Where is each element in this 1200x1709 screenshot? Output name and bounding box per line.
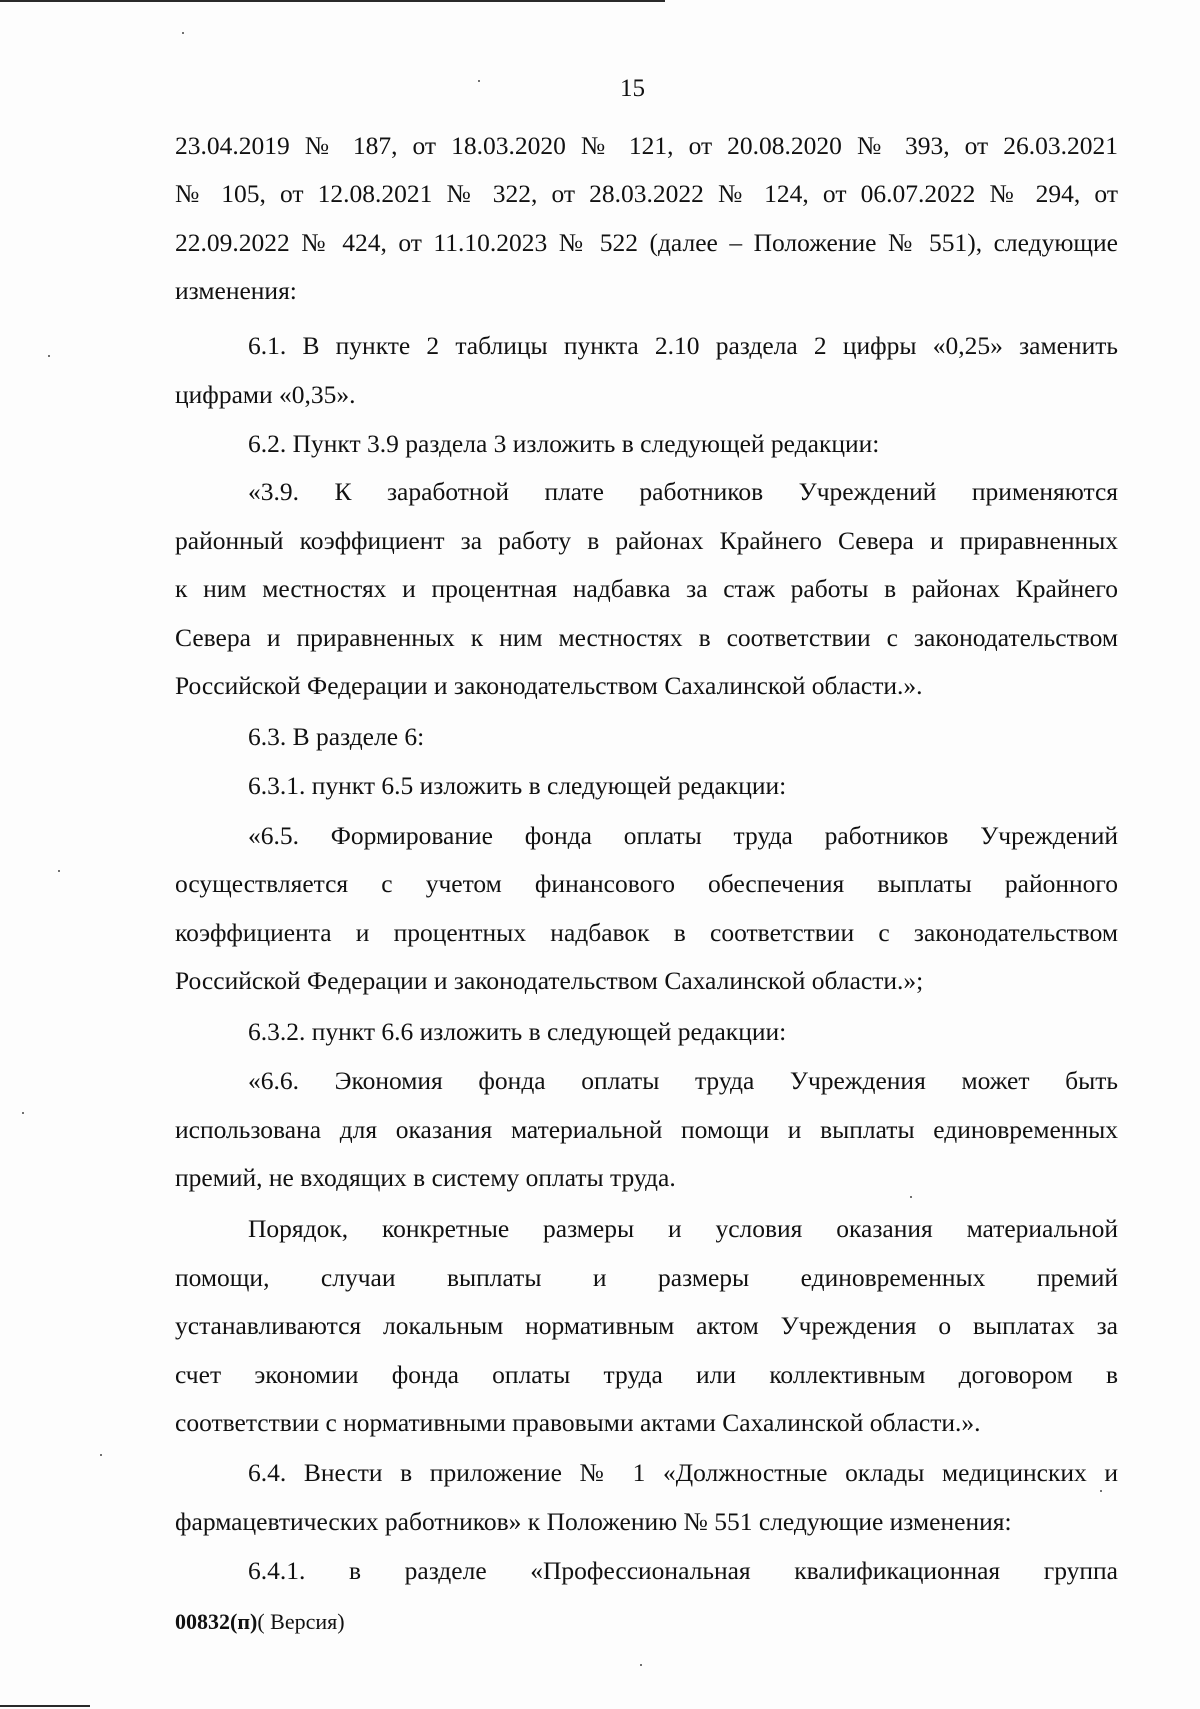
body-line-28: 6.4. Внести в приложение № 1 «Должностные оклады медицинских и <box>248 1458 1118 1487</box>
body-line-27: соответствии с нормативными правовыми актами Сахалинской области.». <box>175 1408 981 1437</box>
body-line-3: 22.09.2022 № 424, от 11.10.2023 № 522 (далее – Положение № 551), следующие <box>175 228 1118 257</box>
document-footer <box>175 1608 345 1636</box>
body-line-9: районный коэффициент за работу в районах Крайнего Севера и приравненных <box>175 526 1118 555</box>
body-line-11: Севера и приравненных к ним местностях в соответствии с законодательством <box>175 623 1118 652</box>
body-line-4: изменения: <box>175 276 297 305</box>
scan-speck <box>478 80 480 82</box>
body-line-21: использована для оказания материальной помощи и выплаты единовременных <box>175 1115 1118 1144</box>
scan-speck <box>640 1664 642 1666</box>
body-line-6: цифрами «0,35». <box>175 380 356 409</box>
scan-speck <box>58 870 60 872</box>
scan-edge-line-bottom <box>0 1705 90 1707</box>
body-line-19: 6.3.2. пункт 6.6 изложить в следующей редакции: <box>248 1017 787 1046</box>
body-line-23: Порядок, конкретные размеры и условия оказания материальной <box>248 1214 1118 1243</box>
scan-speck <box>22 1112 24 1114</box>
body-line-5: 6.1. В пункте 2 таблицы пункта 2.10 раздела 2 цифры «0,25» заменить <box>248 331 1118 360</box>
body-line-12: Российской Федерации и законодательством Сахалинской области.». <box>175 671 923 700</box>
body-line-29: фармацевтических работников» к Положению № 551 следующие изменения: <box>175 1507 1012 1536</box>
footer-version: ( Версия) <box>257 1609 345 1634</box>
body-line-1: 23.04.2019 № 187, от 18.03.2020 № 121, от 20.08.2020 № 393, от 26.03.2021 <box>175 131 1118 160</box>
scan-speck <box>48 355 50 357</box>
body-line-14: 6.3.1. пункт 6.5 изложить в следующей редакции: <box>248 771 787 800</box>
body-line-7: 6.2. Пункт 3.9 раздела 3 изложить в следующей редакции: <box>248 429 880 458</box>
scan-speck <box>910 1196 912 1198</box>
scan-speck <box>100 1454 102 1456</box>
body-line-24: помощи, случаи выплаты и размеры единовременных премий <box>175 1263 1118 1292</box>
scan-speck <box>182 32 184 34</box>
body-line-17: коэффициента и процентных надбавок в соответствии с законодательством <box>175 918 1118 947</box>
body-line-18: Российской Федерации и законодательством Сахалинской области.»; <box>175 966 924 995</box>
body-line-22: премий, не входящих в систему оплаты труда. <box>175 1163 676 1192</box>
body-line-8: «3.9. К заработной плате работников Учреждений применяются <box>248 477 1118 506</box>
body-line-20: «6.6. Экономия фонда оплаты труда Учреждения может быть <box>248 1066 1118 1095</box>
body-line-25: устанавливаются локальным нормативным актом Учреждения о выплатах за <box>175 1311 1118 1340</box>
body-line-30: 6.4.1. в разделе «Профессиональная квалификационная группа <box>248 1556 1118 1585</box>
scan-edge-line-top <box>0 0 665 2</box>
body-line-10: к ним местностях и процентная надбавка за стаж работы в районах Крайнего <box>175 574 1118 603</box>
body-line-16: осуществляется с учетом финансового обеспечения выплаты районного <box>175 869 1118 898</box>
scan-speck <box>1100 1490 1102 1492</box>
footer-document-code: 00832(п) <box>175 1609 258 1634</box>
body-line-2: № 105, от 12.08.2021 № 322, от 28.03.2022 № 124, от 06.07.2022 № 294, от <box>175 179 1118 208</box>
page-number: 15 <box>620 75 645 102</box>
body-line-13: 6.3. В разделе 6: <box>248 722 425 751</box>
body-line-26: счет экономии фонда оплаты труда или коллективным договором в <box>175 1360 1118 1389</box>
body-line-15: «6.5. Формирование фонда оплаты труда работников Учреждений <box>248 821 1118 850</box>
